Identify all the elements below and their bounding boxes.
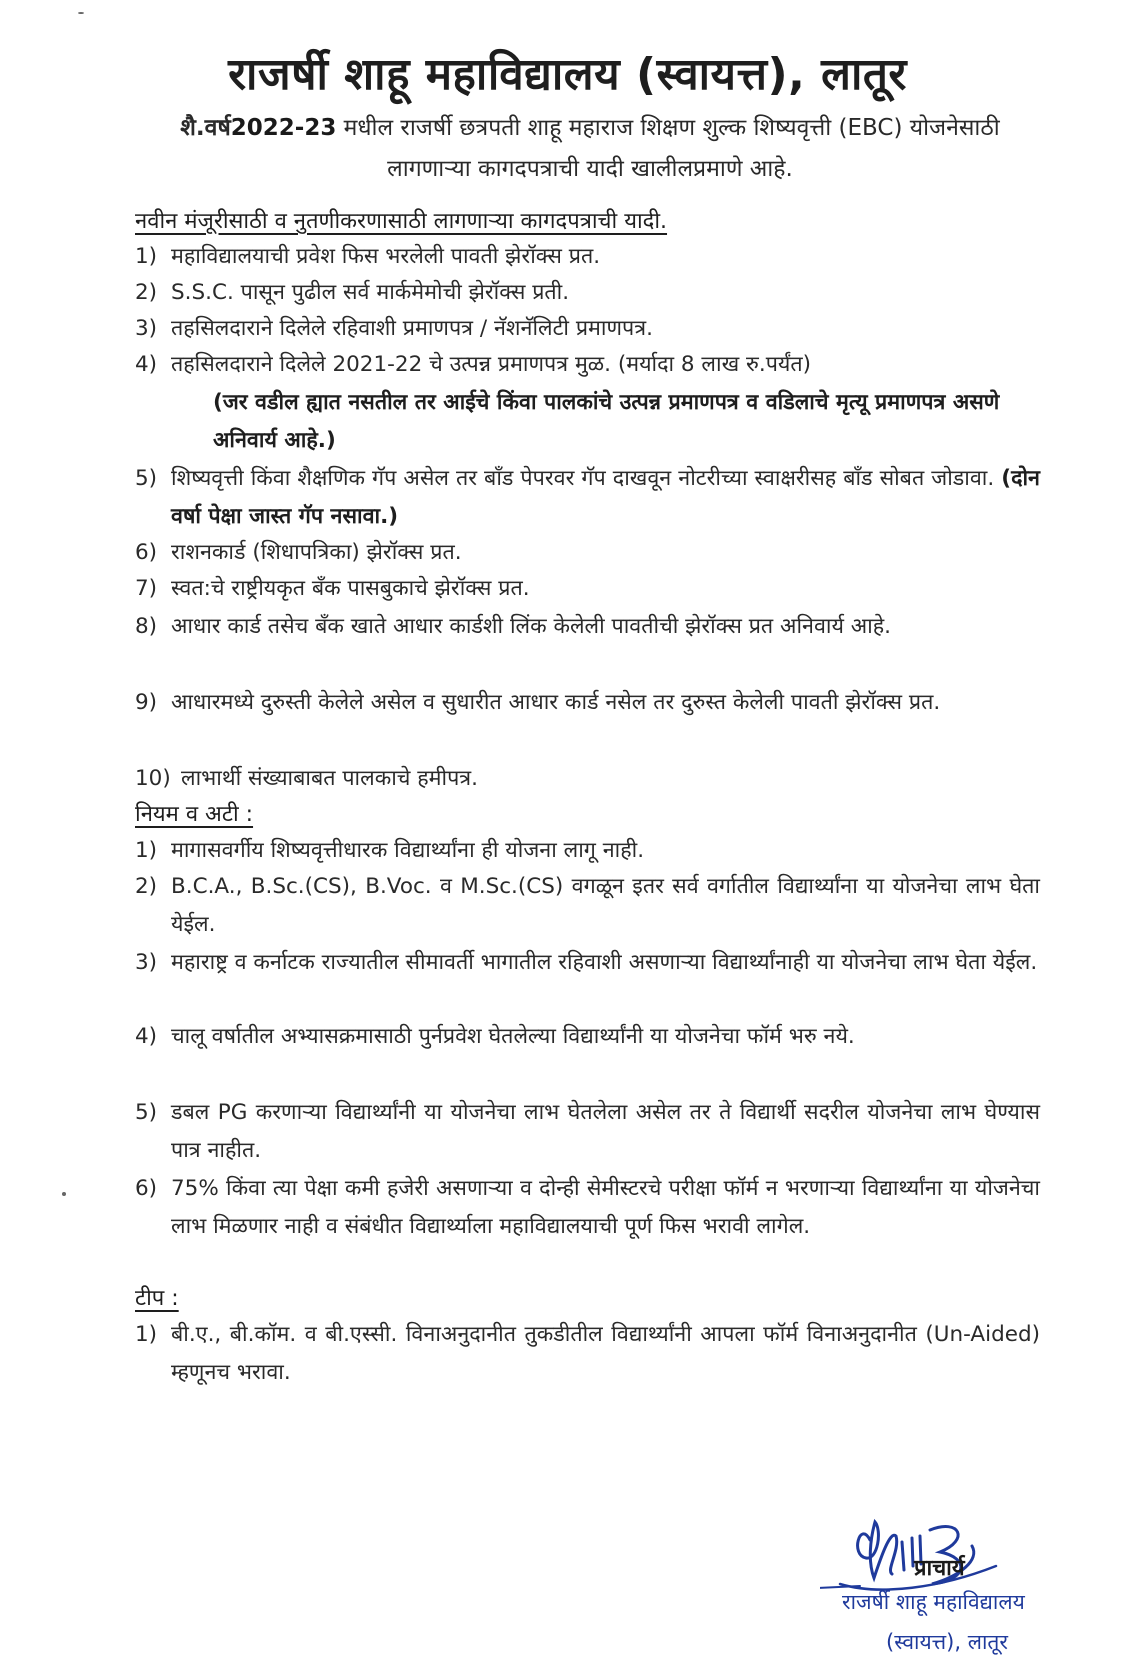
- documents-heading: नवीन मंजूरीसाठी व नुतणीकरणासाठी लागणाऱ्या कागदपत्राची यादी.: [135, 209, 668, 234]
- item-text: डबल PG करणाऱ्या विद्यार्थ्यांनी या योजनेचा लाभ घेतलेला असेल तर ते विद्यार्थी सदरील योजनेचा लाभ घेण्यास पात्र नाहीत.: [171, 1100, 1040, 1163]
- item-number: 4): [135, 1024, 158, 1049]
- item-number: 9): [135, 690, 158, 715]
- item-number: 3): [135, 950, 158, 975]
- subtitle-text: मधील राजर्षी छत्रपती शाहू महाराज शिक्षण शुल्क शिष्यवृत्ती (EBC) योजनेसाठी लागणाऱ्या कागदपत्राची यादी खालीलप्रमाणे आहे.: [343, 115, 1000, 182]
- stamp-location: (स्वायत्त), लातूर: [886, 1630, 1008, 1654]
- list-item: [135, 608, 1040, 646]
- rules-heading: नियम व अटी :: [135, 802, 254, 827]
- list-item: [135, 1094, 1040, 1170]
- item-number: 10): [135, 766, 171, 791]
- list-item: [135, 274, 1040, 312]
- list-item: [135, 534, 1040, 572]
- item-number: 8): [135, 614, 158, 639]
- list-item: [135, 760, 1040, 798]
- item-text: B.C.A., B.Sc.(CS), B.Voc. व M.Sc.(CS) वगळून इतर सर्व वर्गातील विद्यार्थ्यांना या योजनेचा लाभ घेता येईल.: [171, 874, 1040, 937]
- list-item: [135, 346, 1040, 384]
- item-text: आधार कार्ड तसेच बँक खाते आधार कार्डशी लिंक केलेली पावतीची झेरॉक्स प्रत अनिवार्य आहे.: [171, 614, 891, 639]
- item-text: स्वत:चे राष्ट्रीयकृत बँक पासबुकाचे झेरॉक्स प्रत.: [171, 576, 530, 601]
- subtitle-year: 2022-23: [230, 115, 337, 141]
- item-text: तहसिलदाराने दिलेले 2021-22 चे उत्पन्न प्रमाणपत्र मुळ. (मर्यादा 8 लाख रु.पर्यंत): [171, 352, 812, 377]
- stamp-college-name: राजर्षी शाहू महाविद्यालय: [842, 1590, 1025, 1614]
- item-text: चालू वर्षातील अभ्यासक्रमासाठी पुर्नप्रवेश घेतलेल्या विद्यार्थ्यांनी या योजनेचा फॉर्म भरु नये.: [171, 1024, 855, 1049]
- scan-speck: [78, 12, 84, 14]
- list-item: [135, 1316, 1040, 1392]
- tip-heading: टीप :: [135, 1286, 179, 1311]
- item-number: 1): [135, 1322, 158, 1347]
- college-title: राजर्षी शाहू महाविद्यालय (स्वायत्त), लातूर: [228, 49, 907, 100]
- item-bold-note: (दोन वर्षा पेक्षा जास्त गॅप नसावा.): [171, 466, 1040, 529]
- list-item: [135, 684, 1040, 722]
- item-text: बी.ए., बी.कॉम. व बी.एस्सी. विनाअनुदानीत तुकडीतील विद्यार्थ्यांनी आपला फॉर्म विनाअनुदानीत (Un-Aided) म्हणूनच भरावा.: [171, 1322, 1040, 1385]
- item-text: शिष्यवृत्ती किंवा शैक्षणिक गॅप असेल तर बॉंड पेपरवर गॅप दाखवून नोटरीच्या स्वाक्षरीसह बॉंड सोबत जोडावा.: [171, 466, 995, 491]
- item-number: 6): [135, 1176, 158, 1201]
- income-certificate-note: (जर वडील ह्यात नसतील तर आईचे किंवा पालकांचे उत्पन्न प्रमाणपत्र व वडिलाचे मृत्यू प्रमाणपत्र असणे अनिवार्य आहे.): [213, 390, 1000, 453]
- item-text: लाभार्थी संख्याबाबत पालकाचे हमीपत्र.: [181, 766, 479, 791]
- list-item: [135, 570, 1040, 608]
- principal-label: प्राचार्य: [914, 1556, 965, 1581]
- list-item: [135, 1018, 1040, 1056]
- item-text: महाविद्यालयाची प्रवेश फिस भरलेली पावती झेरॉक्स प्रत.: [171, 244, 601, 269]
- list-item: [135, 310, 1040, 348]
- list-item: [135, 832, 1040, 870]
- item-number: 5): [135, 466, 158, 491]
- item-text: 75% किंवा त्या पेक्षा कमी हजेरी असणाऱ्या व दोन्ही सेमीस्टरचे परीक्षा फॉर्म न भरणाऱ्या विद्यार्थ्यांना या योजनेचा लाभ मिळणार नाही व संबंधीत विद्यार्थ्याला महाविद्यालयाची पूर्ण फिस भरावी लागेल.: [171, 1176, 1040, 1239]
- list-item: [135, 944, 1040, 982]
- item-number: 2): [135, 874, 158, 899]
- item-text: S.S.C. पासून पुढील सर्व मार्कमेमोची झेरॉक्स प्रती.: [171, 280, 570, 305]
- scan-speck: [62, 1192, 66, 1196]
- item-number: 2): [135, 280, 158, 305]
- item-text: मागासवर्गीय शिष्यवृत्तीधारक विद्यार्थ्यांना ही योजना लागू नाही.: [171, 838, 645, 863]
- item-text: तहसिलदाराने दिलेले रहिवाशी प्रमाणपत्र / नॅशनॅलिटी प्रमाणपत्र.: [171, 316, 653, 341]
- item-number: 4): [135, 352, 158, 377]
- item-number: 6): [135, 540, 158, 565]
- list-item: [135, 460, 1040, 536]
- list-item: [135, 1170, 1040, 1246]
- list-item: [135, 238, 1040, 276]
- item-number: 1): [135, 244, 158, 269]
- item-text: आधारमध्ये दुरुस्ती केलेले असेल व सुधारीत आधार कार्ड नसेल तर दुरुस्त केलेली पावती झेरॉक्स प्रत.: [171, 690, 941, 715]
- list-item: [135, 868, 1040, 944]
- item-number: 1): [135, 838, 158, 863]
- signature-block: [820, 1500, 1120, 1670]
- subtitle-prefix: शै.वर्ष: [180, 115, 231, 141]
- item-text: राशनकार्ड (शिधापत्रिका) झेरॉक्स प्रत.: [171, 540, 462, 565]
- item-number: 5): [135, 1100, 158, 1125]
- item-number: 3): [135, 316, 158, 341]
- document-subtitle: [150, 108, 1030, 190]
- item-number: 7): [135, 576, 158, 601]
- item-text: महाराष्ट्र व कर्नाटक राज्यातील सीमावर्ती भागातील रहिवाशी असणाऱ्या विद्यार्थ्यांनाही या योजनेचा लाभ घेता येईल.: [171, 950, 1038, 975]
